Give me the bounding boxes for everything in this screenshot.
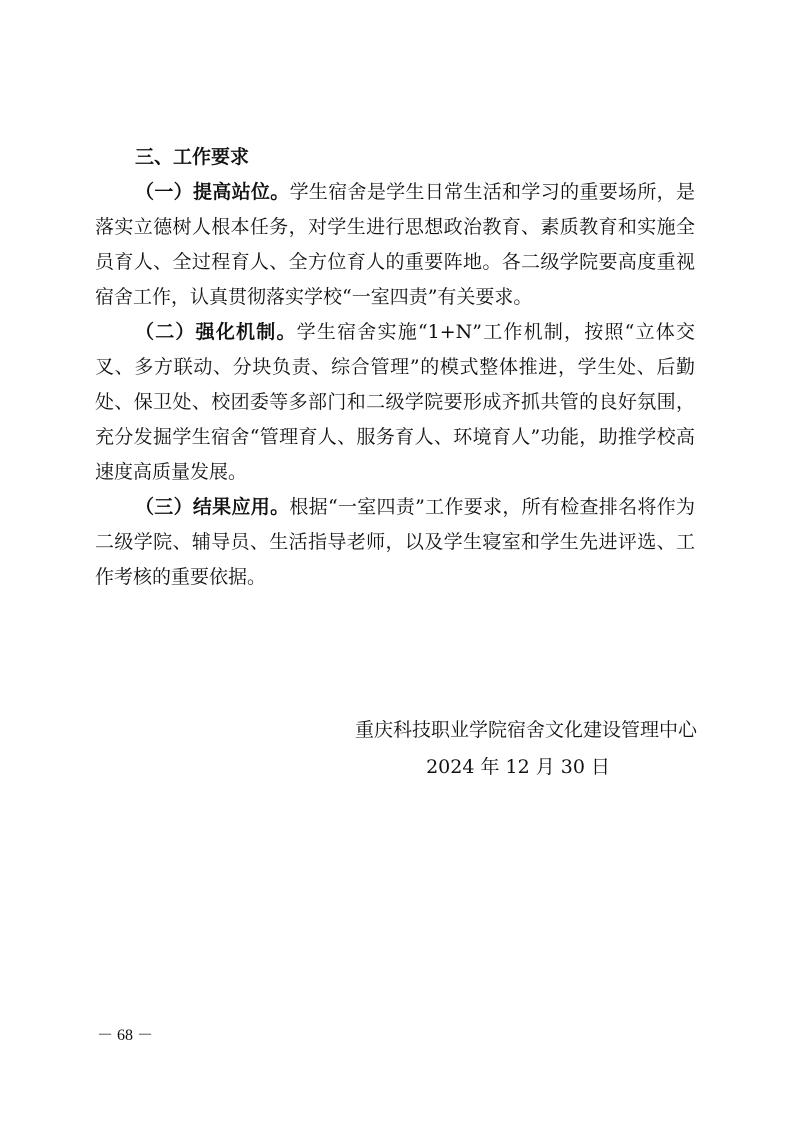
paragraph-strengthen-mechanism (95, 315, 695, 490)
paragraph-raise-position (95, 175, 695, 315)
paragraph-lead: （三）结果应用。 (135, 496, 290, 518)
paragraph-lead: （二）强化机制。 (135, 321, 297, 343)
section-heading: 三、工作要求 (135, 146, 250, 168)
signature-organization: 重庆科技职业学院宿舍文化建设管理中心 (354, 719, 697, 741)
paragraph-result-application (95, 490, 695, 595)
paragraph-text: 根据“一室四责”工作要求，所有检查排名将作为二级学院、辅导员、生活指导老师，以及学生寝室和学生先进评选、工作考核的重要依据。 (95, 496, 695, 588)
paragraph-lead: （一）提高站位。 (135, 181, 290, 203)
paragraph-text: 学生宿舍是学生日常生活和学习的重要场所，是落实立德树人根本任务，对学生进行思想政治教育、素质教育和实施全员育人、全过程育人、全方位育人的重要阵地。各二级学院要高度重视宿舍工作，认真贯彻落实学校“一室四责”有关要求。 (95, 181, 695, 308)
page-number: － 68 － (97, 1027, 154, 1044)
paragraph-text: 学生宿舍实施“1+N”工作机制，按照“立体交叉、多方联动、分块负责、综合管理”的模式整体推进，学生处、后勤处、保卫处、校团委等多部门和二级学院要形成齐抓共管的良好氛围，充分发掘学生宿舍“管理育人、服务育人、环境育人”功能，助推学校高速度高质量发展。 (95, 321, 695, 483)
signature-date: 2024 年 12 月 30 日 (426, 756, 610, 778)
document-body (95, 140, 695, 595)
